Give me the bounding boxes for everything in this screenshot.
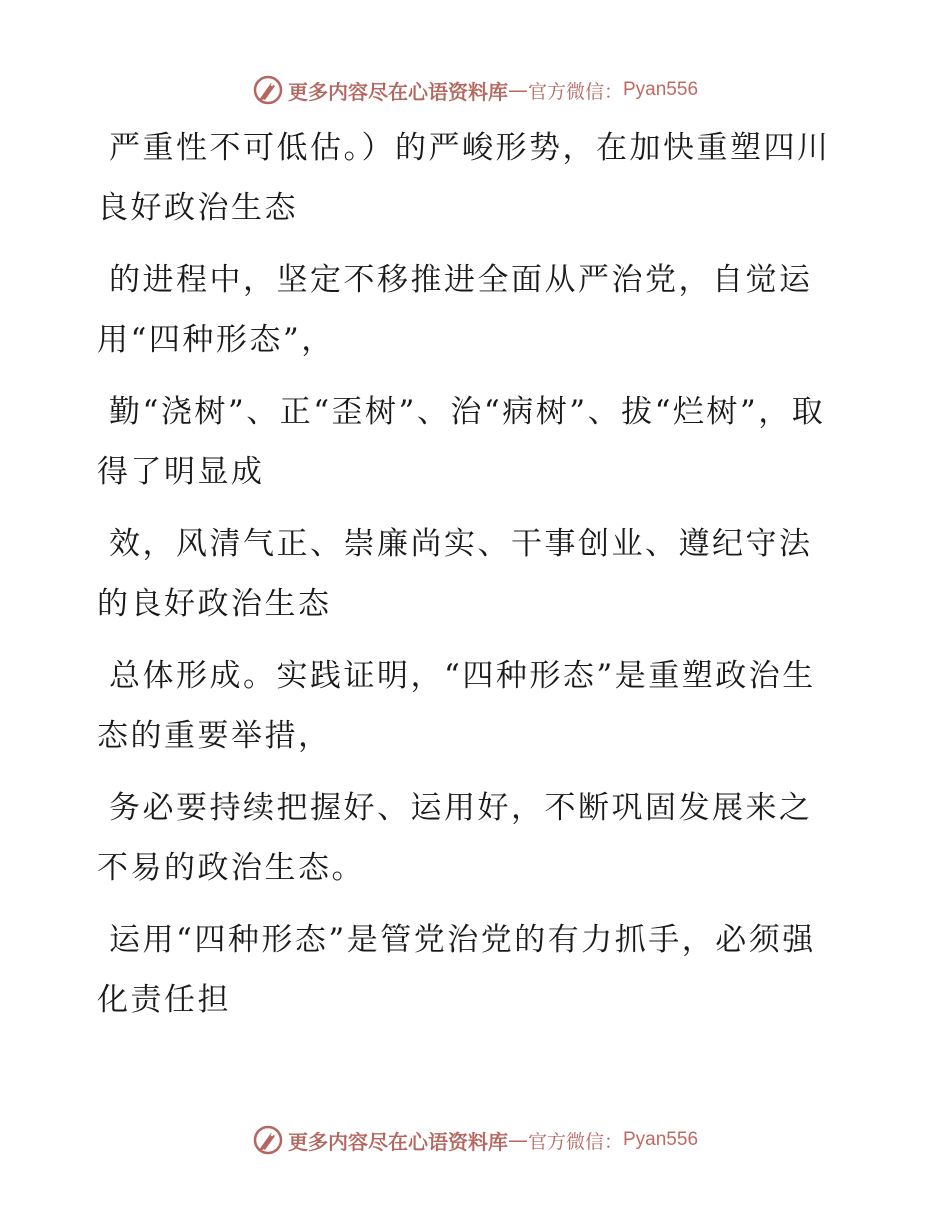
pen-nib-logo-icon xyxy=(252,74,284,106)
footer-banner xyxy=(0,1120,950,1160)
paragraph-7: 运用“四种形态”是管党治党的有力抓手，必须强化责任担 xyxy=(97,922,816,1018)
header-banner xyxy=(0,70,950,110)
banner-main-text: 更多内容尽在心语资料库 xyxy=(287,1129,508,1154)
banner-separator: — xyxy=(507,1128,528,1152)
paragraph-5: 总体形成。实践证明，“四种形态”是重塑政治生态的重要举措， xyxy=(97,658,816,754)
pen-nib-logo-icon xyxy=(252,1124,284,1156)
paragraph-4: 效，风清气正、崇廉尚实、干事创业、遵纪守法的良好政治生态 xyxy=(97,526,813,622)
banner-contact-label: 官方微信： xyxy=(527,80,623,103)
banner-contact-label: 官方微信： xyxy=(527,1130,623,1153)
paragraph-3: 勤“浇树”、正“歪树”、治“病树”、拔“烂树”，取得了明显成 xyxy=(97,394,826,490)
paragraph-1: 严重性不可低估。）的严峻形势，在加快重塑四川良好政治生态 xyxy=(97,130,831,226)
document-body xyxy=(97,118,832,1042)
banner-contact-id: Pyan556 xyxy=(623,1129,699,1150)
banner-separator: — xyxy=(507,78,528,102)
paragraph-6: 务必要持续把握好、运用好，不断巩固发展来之不易的政治生态。 xyxy=(97,790,813,886)
banner-main-text: 更多内容尽在心语资料库 xyxy=(287,79,508,104)
paragraph-2: 的进程中，坚定不移推进全面从严治党，自觉运用“四种形态”， xyxy=(97,262,813,358)
banner-contact-id: Pyan556 xyxy=(623,79,699,100)
